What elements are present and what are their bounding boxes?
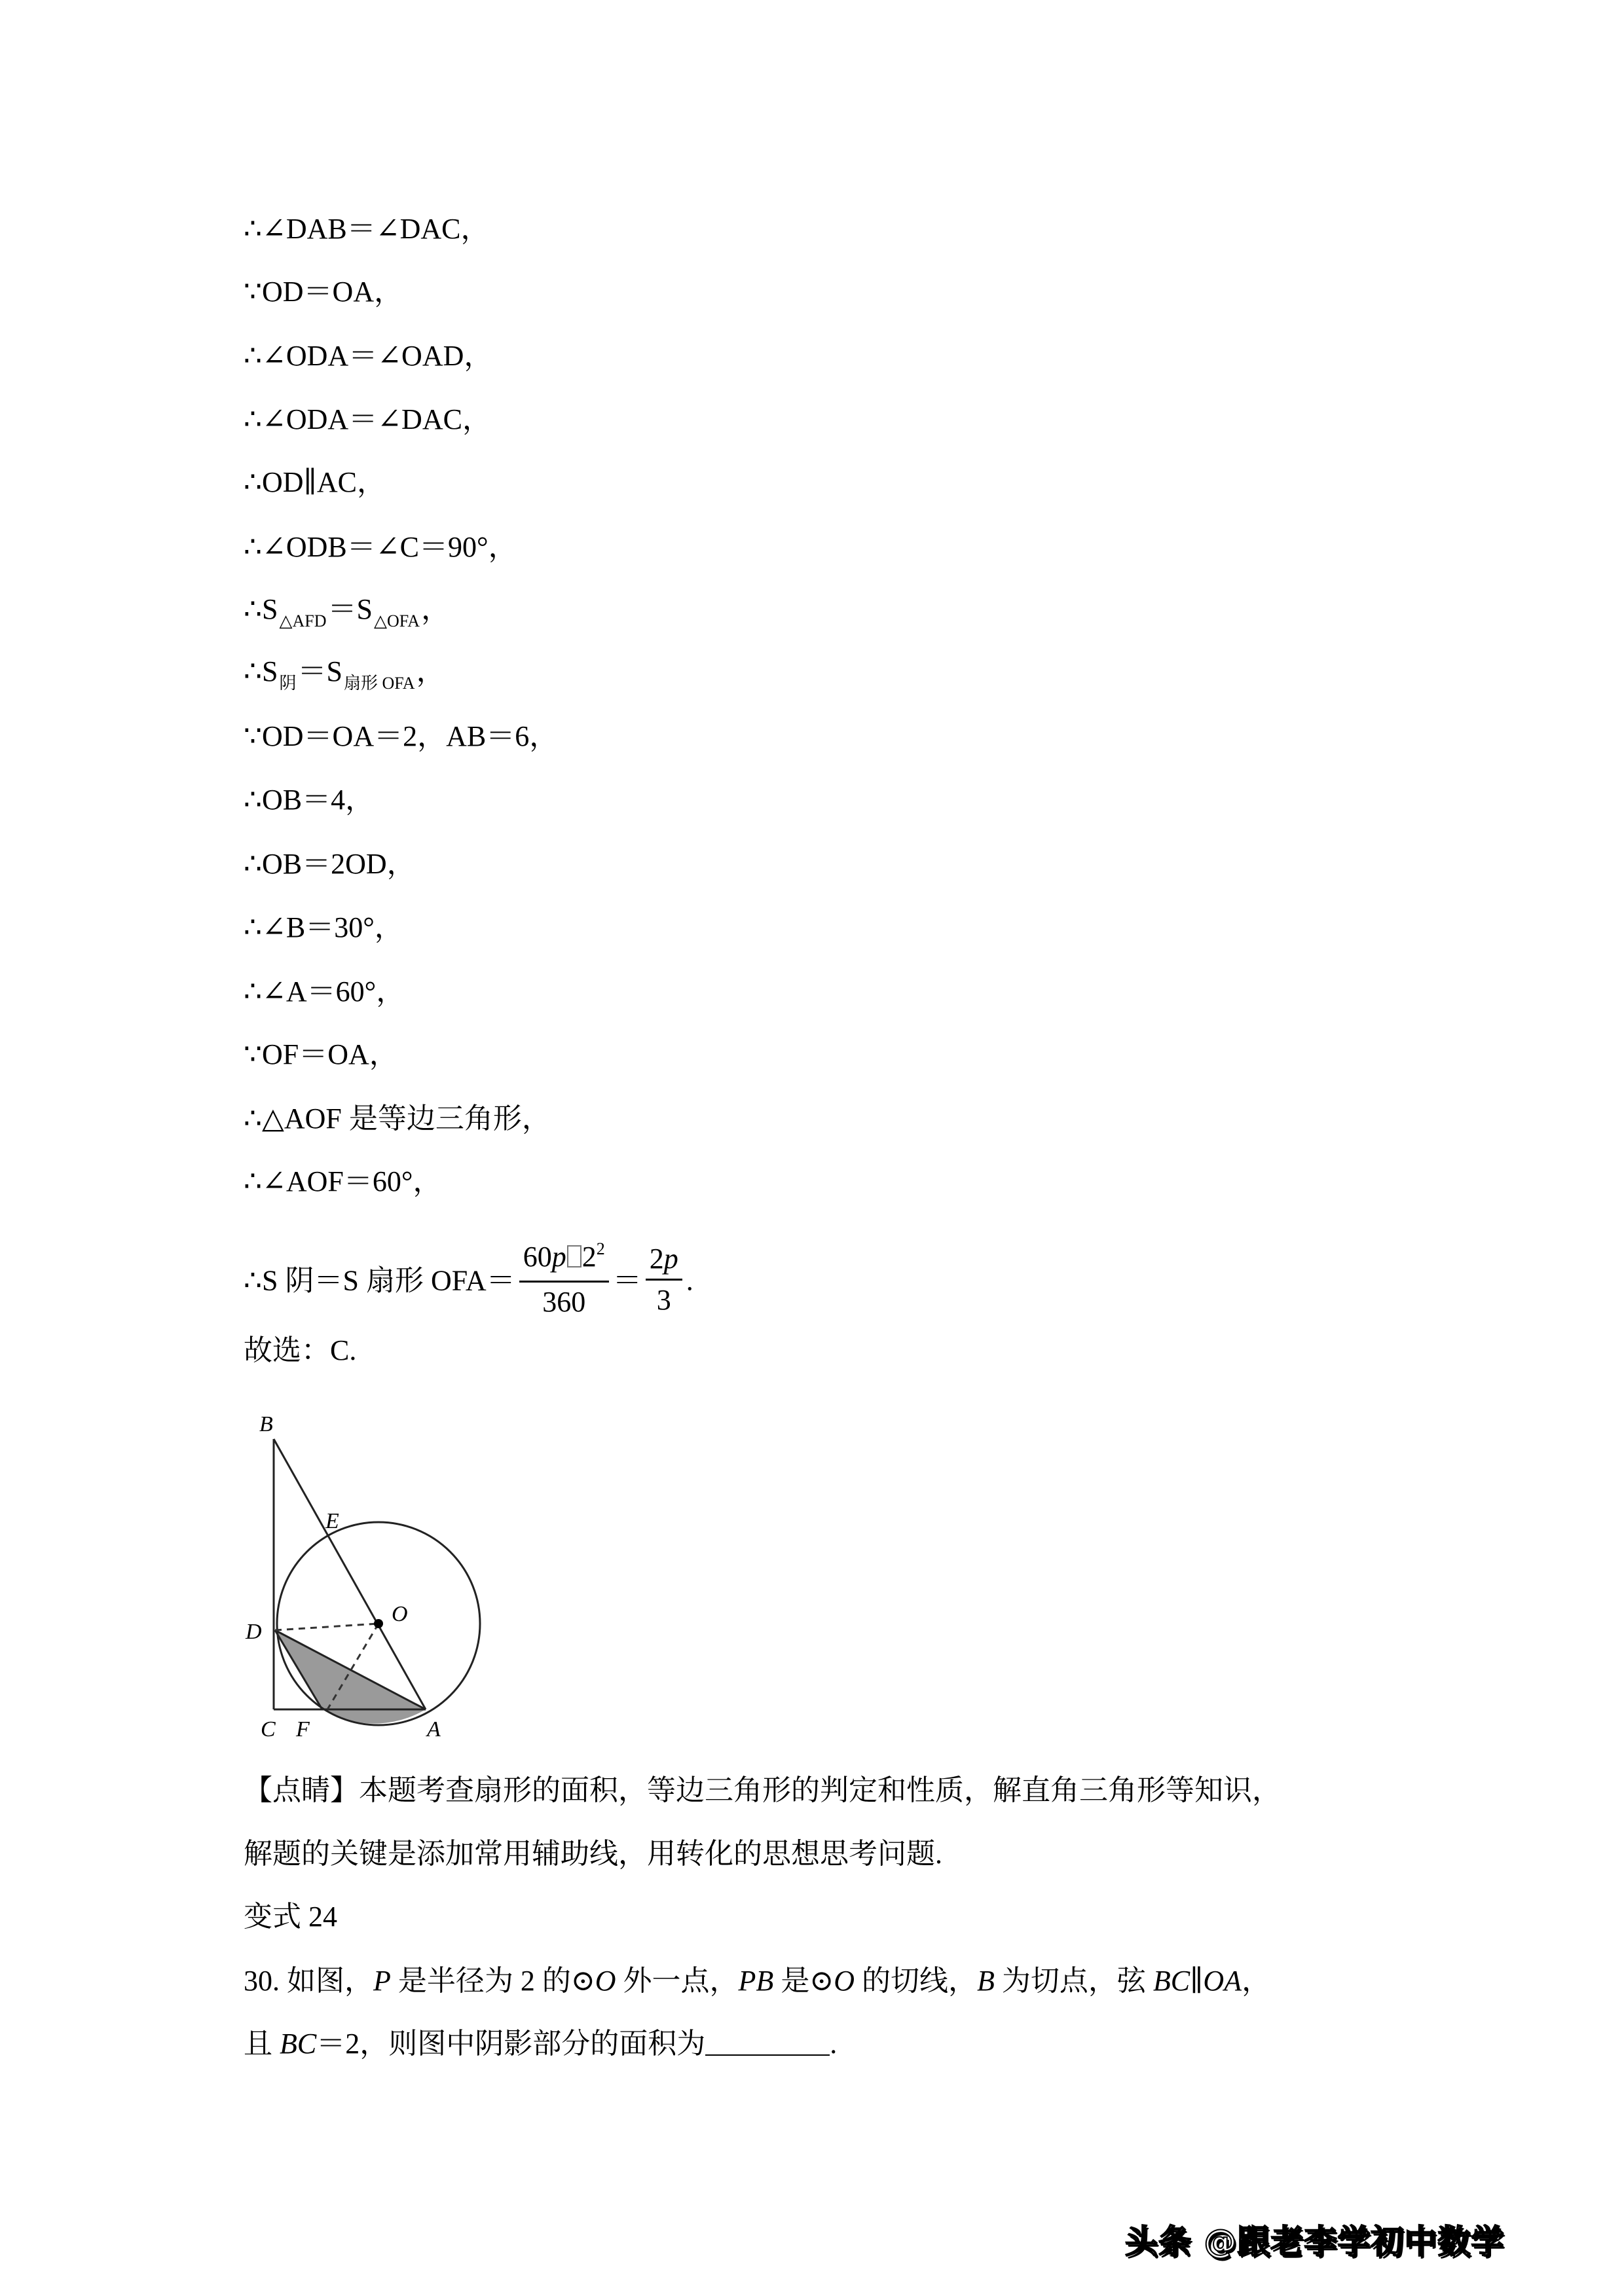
therefore-symbol: ∴	[244, 1102, 262, 1135]
variant-heading: 变式 24	[244, 1901, 337, 1933]
problem-text-line-2	[244, 2028, 705, 2060]
answer-blank[interactable]	[705, 2028, 830, 2056]
proof-text: OD∥AC，	[262, 466, 386, 498]
label-a: A	[427, 1717, 441, 1741]
fraction-numerator	[646, 1242, 682, 1281]
pi-symbol: p	[663, 1243, 678, 1275]
therefore-symbol: ∴	[244, 466, 262, 498]
proof-line-2	[244, 274, 403, 310]
proof-line-7	[244, 591, 450, 632]
math-variable: OA	[1203, 1965, 1242, 1997]
proof-line-1	[244, 211, 490, 247]
numerator-coefficient: 60	[523, 1241, 552, 1273]
proof-text: ∠B＝30°，	[262, 911, 403, 943]
proof-text: OF＝OA，	[262, 1038, 398, 1070]
therefore-symbol: ∴	[244, 655, 262, 687]
because-symbol: ∵	[244, 276, 262, 308]
label-e: E	[325, 1509, 339, 1533]
proof-text: OD＝OA＝2，AB＝6，	[262, 720, 559, 752]
therefore-symbol: ∴	[244, 911, 262, 943]
watermark: 头条 @跟老李学初中数学	[1125, 2223, 1505, 2261]
proof-line-11	[244, 846, 416, 883]
problem-text-segment: 为切点，弦	[994, 1965, 1153, 1997]
proof-text: ∠DAB＝∠DAC，	[262, 213, 490, 245]
problem-number: 30.	[244, 1965, 280, 1997]
therefore-symbol: ∴	[244, 784, 262, 816]
proof-line-3	[244, 338, 492, 374]
math-variable: B	[976, 1965, 995, 1997]
problem-line-2	[244, 2026, 837, 2062]
proof-text: ∠AOF＝60°，	[262, 1165, 442, 1197]
area-symbol: S	[262, 593, 278, 625]
fraction-denominator: 3	[656, 1284, 671, 1316]
problem-text-segment: 的切线，	[854, 1965, 977, 1997]
therefore-symbol: ∴	[244, 848, 262, 880]
math-variable: O	[595, 1965, 616, 1997]
dashed-segment-od	[275, 1624, 378, 1630]
math-variable: P	[373, 1965, 391, 1997]
radius-value: 2	[581, 1241, 597, 1273]
math-variable: O	[834, 1965, 855, 1997]
equals-sign: ＝	[327, 593, 357, 625]
proof-line-9	[244, 718, 558, 755]
fraction-denominator: 360	[542, 1286, 586, 1318]
therefore-symbol: ∴	[244, 403, 262, 435]
geometry-diagram	[236, 1394, 511, 1748]
proof-line-10	[244, 782, 374, 818]
equals-sign: ＝	[612, 1264, 642, 1297]
problem-text-segment: 外一点，	[616, 1965, 739, 1997]
subscript: 扇形 OFA	[343, 674, 415, 693]
pi-symbol: p	[551, 1241, 566, 1273]
exponent: 2	[596, 1239, 605, 1258]
proof-line-13	[244, 974, 405, 1010]
proof-line-4	[244, 401, 491, 438]
because-symbol: ∵	[244, 1038, 262, 1070]
equals-sign: ＝	[297, 655, 327, 687]
center-point-o	[374, 1619, 383, 1628]
numerator-coefficient: 2	[649, 1243, 664, 1275]
proof-text: ∠ODA＝∠DAC，	[262, 403, 491, 435]
label-d: D	[246, 1620, 262, 1644]
subscript: 阴	[279, 674, 297, 693]
proof-text: OB＝4，	[262, 784, 375, 816]
proof-line-14	[244, 1036, 398, 1073]
proof-text: ∠ODB＝∠C＝90°，	[262, 531, 517, 563]
proof-text: OB＝2OD，	[262, 848, 416, 880]
punctuation: ，	[421, 593, 451, 625]
proof-text: OD＝OA，	[262, 276, 403, 308]
formula-lhs: S 阴＝S 扇形 OFA＝	[262, 1264, 515, 1297]
therefore-symbol: ∴	[244, 213, 262, 245]
problem-text-segment: 如图，	[280, 1965, 373, 1997]
therefore-symbol: ∴	[244, 1264, 262, 1297]
problem-text-segment: ，	[1242, 1965, 1271, 1997]
punctuation: .	[830, 2028, 838, 2060]
area-symbol: S	[326, 655, 342, 687]
problem-text-line-1	[280, 1965, 1270, 1997]
proof-line-6	[244, 529, 517, 566]
punctuation: ，	[416, 655, 445, 687]
answer-line: 故选：C.	[244, 1334, 357, 1366]
label-c: C	[261, 1717, 276, 1741]
proof-line-16	[244, 1163, 441, 1200]
proof-line-5	[244, 464, 386, 501]
proof-line-12	[244, 909, 403, 946]
math-variable: BC	[280, 2028, 317, 2060]
problem-text-segment: 是半径为 2 的⊙	[390, 1965, 595, 1997]
proof-line-15	[244, 1101, 551, 1137]
problem-line-1	[244, 1963, 1270, 1999]
fraction-result	[646, 1242, 682, 1317]
area-symbol: S	[262, 655, 278, 687]
label-b: B	[259, 1412, 273, 1436]
math-variable: BC	[1153, 1965, 1190, 1997]
area-symbol: S	[356, 593, 373, 625]
problem-text-segment: ＝2，则图中阴影部分的面积为	[316, 2028, 706, 2060]
punctuation: .	[686, 1264, 693, 1297]
problem-text-segment: ∥	[1190, 1965, 1204, 1997]
proof-line-8	[244, 653, 445, 694]
missing-glyph-icon	[567, 1245, 581, 1267]
label-f: F	[296, 1717, 310, 1741]
proof-text: △AOF 是等边三角形，	[262, 1102, 551, 1135]
therefore-symbol: ∴	[244, 593, 262, 625]
final-formula-line	[244, 1239, 693, 1323]
subscript: △AFD	[279, 611, 327, 630]
because-symbol: ∵	[244, 720, 262, 752]
commentary-line-2: 解题的关键是添加常用辅助线，用转化的思想思考问题.	[244, 1838, 942, 1870]
fraction-numerator	[519, 1240, 609, 1283]
problem-text-segment: 且	[244, 2028, 280, 2060]
problem-text-segment: 是⊙	[773, 1965, 834, 1997]
label-o: O	[392, 1602, 408, 1626]
commentary-line-1: 【点睛】本题考查扇形的面积，等边三角形的判定和性质，解直角三角形等知识，	[244, 1774, 1281, 1806]
fraction-sector-area	[519, 1240, 609, 1319]
therefore-symbol: ∴	[244, 1165, 262, 1197]
math-variable: PB	[738, 1965, 774, 1997]
subscript: △OFA	[373, 611, 420, 630]
therefore-symbol: ∴	[244, 531, 262, 563]
proof-text: ∠A＝60°，	[262, 975, 405, 1008]
therefore-symbol: ∴	[244, 340, 262, 372]
therefore-symbol: ∴	[244, 975, 262, 1008]
proof-text: ∠ODA＝∠OAD，	[262, 340, 493, 372]
